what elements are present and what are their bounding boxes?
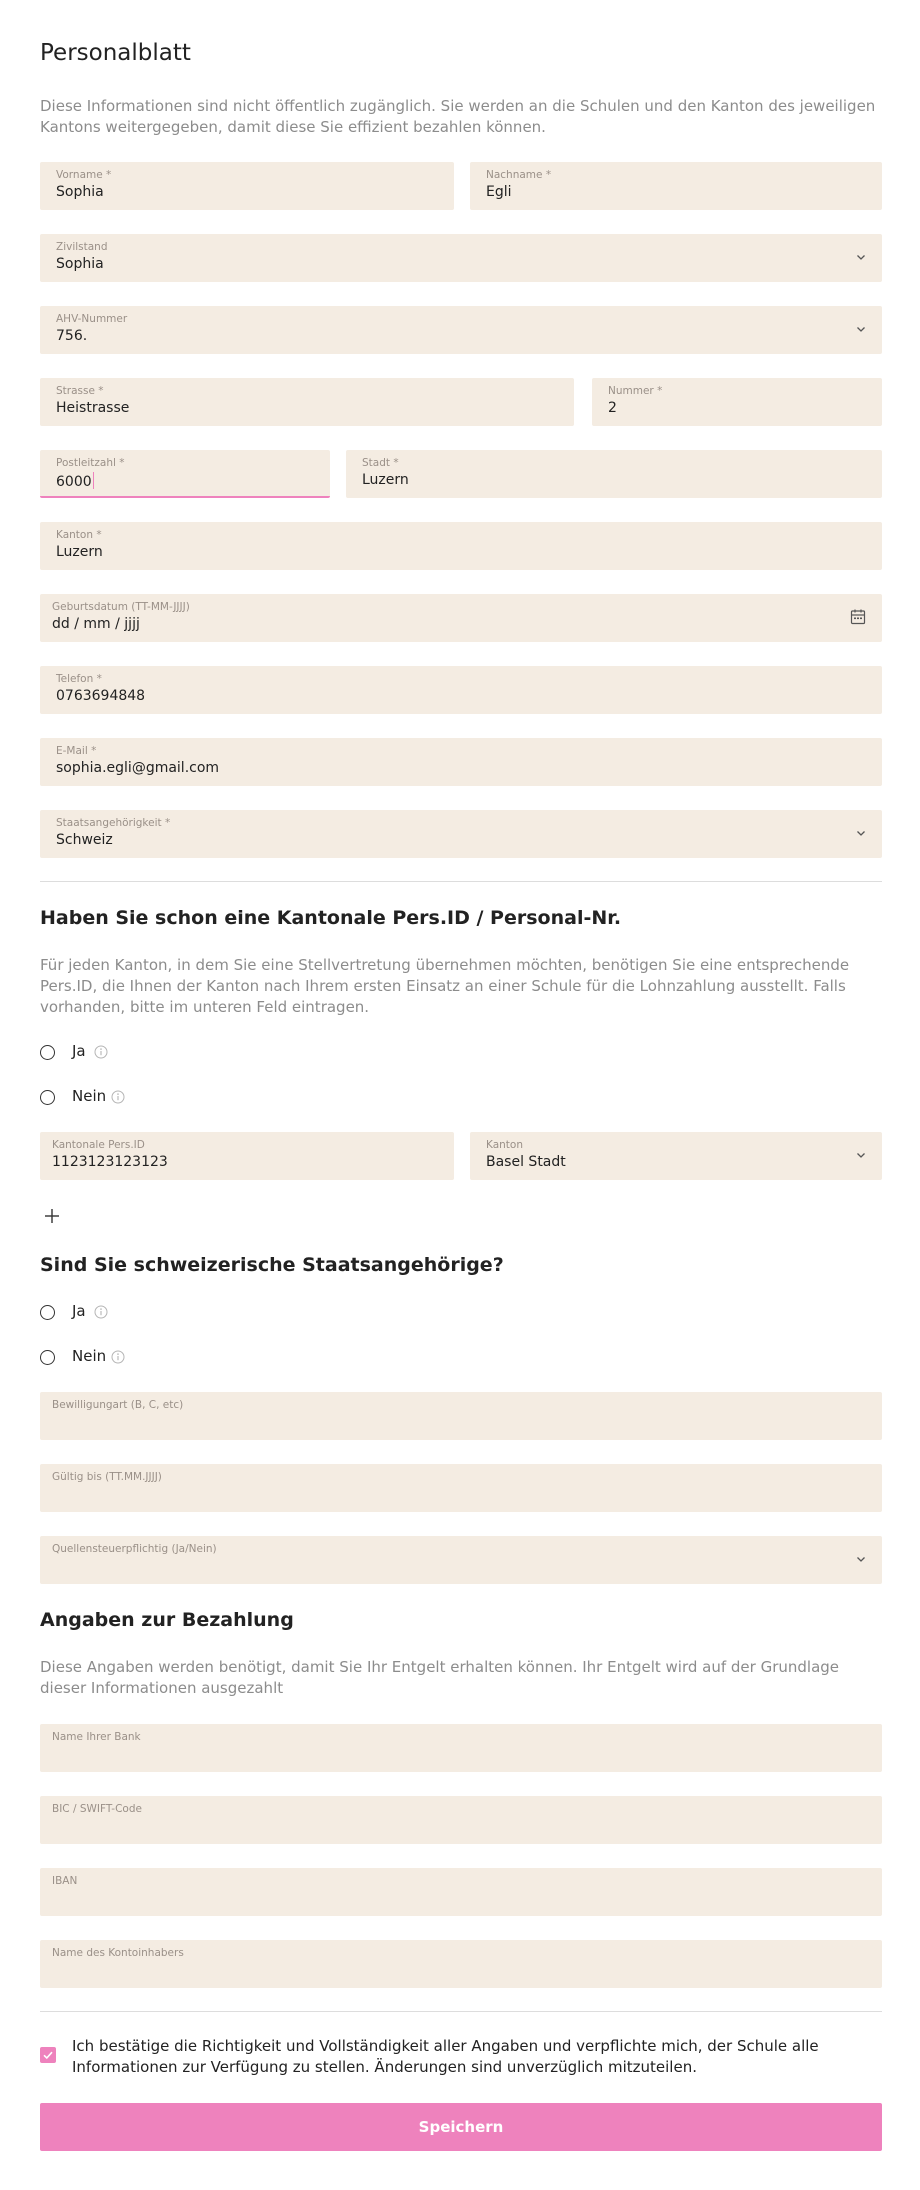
kontoinhaber-field[interactable] [40, 1940, 882, 1988]
bewilligungsart-field[interactable] [40, 1392, 882, 1440]
strasse-label: Strasse * [56, 385, 104, 397]
bewilligungsart-label: Bewilligungart (B, C, etc) [52, 1399, 184, 1411]
stadt-value: Luzern [362, 472, 409, 488]
plus-icon[interactable] [43, 1207, 61, 1225]
vorname-value: Sophia [56, 184, 104, 200]
iban-label: IBAN [52, 1875, 78, 1887]
kanton-label: Kanton * [56, 529, 102, 541]
radio-circle[interactable] [40, 1350, 55, 1365]
persid-kanton-label: Kanton [486, 1139, 523, 1151]
email-field[interactable] [40, 738, 882, 786]
kantonale-persid-value: 1123123123123 [52, 1154, 168, 1170]
staatsangehoerigkeit-select[interactable] [40, 810, 882, 858]
persid-kanton-value: Basel Stadt [486, 1154, 566, 1170]
email-value: sophia.egli@gmail.com [56, 760, 220, 776]
info-icon[interactable] [111, 1350, 125, 1364]
ahv-label: AHV-Nummer [56, 313, 128, 325]
radio-circle[interactable] [40, 1090, 55, 1105]
consent-checkbox[interactable] [40, 2047, 56, 2063]
save-button[interactable]: Speichern [40, 2103, 882, 2151]
nachname-label: Nachname * [486, 169, 552, 181]
persid-kanton-select[interactable] [470, 1132, 882, 1180]
geburtsdatum-value: dd / mm / jjjj [52, 616, 140, 632]
kanton-value: Luzern [56, 544, 103, 560]
postleitzahl-text: 6000 [56, 474, 92, 490]
radio-label: Ja [72, 1042, 86, 1060]
bic-field[interactable] [40, 1796, 882, 1844]
quellensteuer-label: Quellensteuerpflichtig (Ja/Nein) [52, 1543, 217, 1555]
zivilstand-label: Zivilstand [56, 241, 108, 253]
persid-heading: Haben Sie schon eine Kantonale Pers.ID / Personal-Nr. [40, 907, 622, 929]
bic-label: BIC / SWIFT-Code [52, 1803, 142, 1815]
page-title: Personalblatt [40, 40, 191, 66]
ahv-select[interactable] [40, 306, 882, 354]
zivilstand-value: Sophia [56, 256, 104, 272]
postleitzahl-label: Postleitzahl * [56, 457, 125, 469]
iban-field[interactable] [40, 1868, 882, 1916]
vorname-field[interactable] [40, 162, 454, 210]
citizenship-radio-ja[interactable] [40, 1302, 160, 1326]
citizenship-radio-nein[interactable] [40, 1347, 180, 1371]
payment-description: Diese Angaben werden benötigt, damit Sie Ihr Entgelt erhalten können. Ihr Entgelt wird auf der Grundlage dieser Informationen ausgezahlt [40, 1658, 840, 1697]
radio-circle[interactable] [40, 1305, 55, 1320]
telefon-label: Telefon * [56, 673, 102, 685]
persid-radio-nein[interactable] [40, 1087, 180, 1111]
section-divider [40, 881, 882, 882]
info-icon[interactable] [111, 1090, 125, 1104]
radio-label: Ja [72, 1302, 86, 1320]
geburtsdatum-label: Geburtsdatum (TT-MM-JJJJ) [52, 601, 190, 613]
stadt-label: Stadt * [362, 457, 399, 469]
postleitzahl-field[interactable] [40, 450, 330, 498]
radio-label: Nein [72, 1087, 107, 1105]
geburtsdatum-field[interactable] [40, 594, 882, 642]
telefon-value: 0763694848 [56, 688, 146, 704]
zivilstand-select[interactable] [40, 234, 882, 282]
chevron-down-icon [854, 1148, 868, 1162]
nummer-label: Nummer * [608, 385, 663, 397]
gueltig-bis-field[interactable] [40, 1464, 882, 1512]
page-intro: Diese Informationen sind nicht öffentlich zugänglich. Sie werden an die Schulen und den Kanton des jeweiligen Kantons weitergegeben, damit diese Sie effizient bezahlen können. [40, 97, 876, 136]
bank-name-label: Name Ihrer Bank [52, 1731, 141, 1743]
radio-label: Nein [72, 1347, 107, 1365]
persid-radio-ja[interactable] [40, 1042, 160, 1066]
vorname-label: Vorname * [56, 169, 112, 181]
strasse-field[interactable] [40, 378, 574, 426]
quellensteuer-select[interactable] [40, 1536, 882, 1584]
kantonale-persid-field[interactable] [40, 1132, 454, 1180]
info-icon[interactable] [94, 1305, 108, 1319]
bank-name-field[interactable] [40, 1724, 882, 1772]
staatsangehoerigkeit-label: Staatsangehörigkeit * [56, 817, 171, 829]
email-label: E-Mail * [56, 745, 97, 757]
kanton-field[interactable] [40, 522, 882, 570]
kontoinhaber-label: Name des Kontoinhabers [52, 1947, 184, 1959]
staatsangehoerigkeit-value: Schweiz [56, 832, 113, 848]
nachname-field[interactable] [470, 162, 882, 210]
persid-description: Für jeden Kanton, in dem Sie eine Stellvertretung übernehmen möchten, benötigen Sie eine entsprechende Pers.ID, die Ihnen der Kanton nach Ihrem ersten Einsatz an einer Schule für die Lohnzahlung ausstellt. Falls vorhanden, bitte im unteren Feld eintragen. [40, 956, 850, 1016]
text-cursor [93, 472, 95, 489]
nummer-field[interactable] [592, 378, 882, 426]
chevron-down-icon [854, 250, 868, 264]
ahv-value: 756. [56, 328, 88, 344]
nachname-value: Egli [486, 184, 512, 200]
check-icon [40, 2047, 56, 2063]
payment-heading: Angaben zur Bezahlung [40, 1609, 294, 1631]
section-divider [40, 2011, 882, 2012]
stadt-field[interactable] [346, 450, 882, 498]
postleitzahl-value [56, 472, 94, 490]
consent-text: Ich bestätige die Richtigkeit und Vollständigkeit aller Angaben und verpflichte mich, der Schule alle Informationen zur Verfügung zu stellen. Änderungen sind unverzüglich mitzuteilen. [72, 2037, 819, 2076]
telefon-field[interactable] [40, 666, 882, 714]
strasse-value: Heistrasse [56, 400, 130, 416]
chevron-down-icon [854, 1552, 868, 1566]
kantonale-persid-label: Kantonale Pers.ID [52, 1139, 145, 1151]
info-icon[interactable] [94, 1045, 108, 1059]
nummer-value: 2 [608, 400, 617, 416]
citizenship-heading: Sind Sie schweizerische Staatsangehörige? [40, 1254, 504, 1276]
radio-circle[interactable] [40, 1045, 55, 1060]
chevron-down-icon [854, 826, 868, 840]
chevron-down-icon [854, 322, 868, 336]
calendar-icon[interactable] [850, 608, 866, 626]
gueltig-bis-label: Gültig bis (TT.MM.JJJJ) [52, 1471, 162, 1483]
